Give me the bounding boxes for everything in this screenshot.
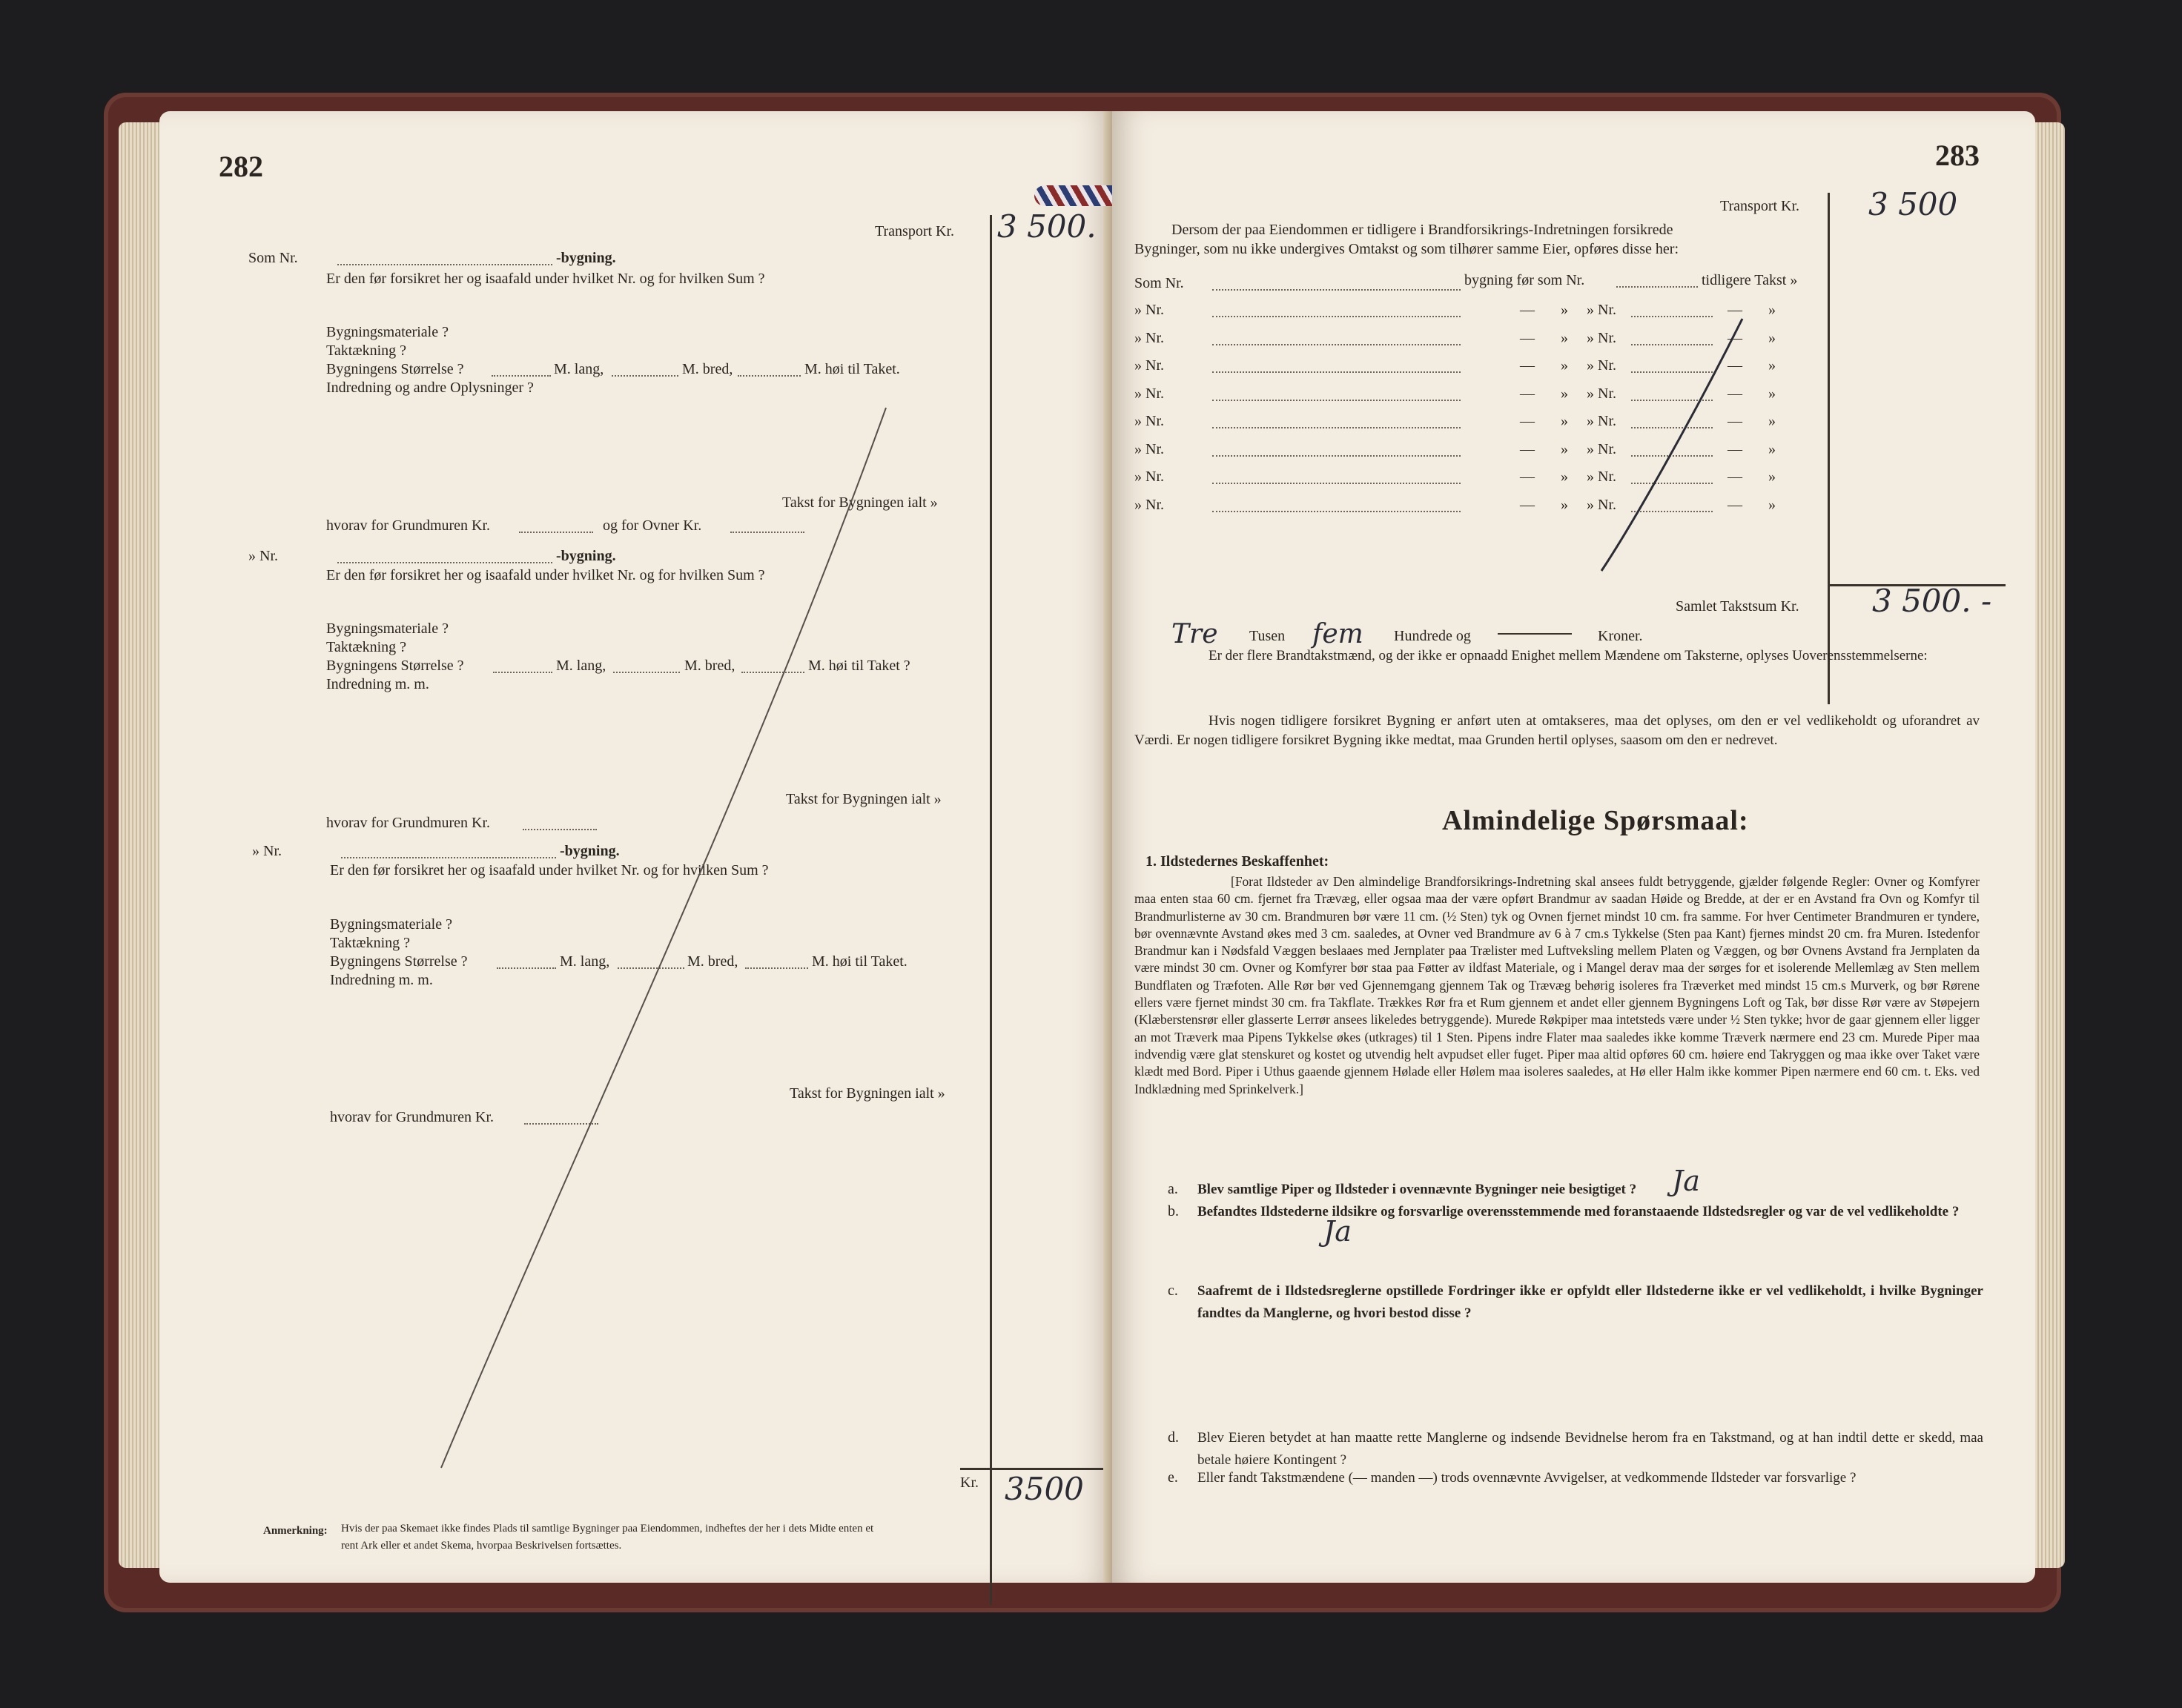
transport-value-left: 3 500.: [997, 208, 1097, 245]
row-dash-2: —: [1728, 496, 1742, 513]
row-mark-2: »: [1768, 329, 1776, 346]
row-nr-2: » Nr.: [1587, 413, 1616, 429]
row-nr: » Nr.: [1134, 302, 1164, 318]
row-dash-2: —: [1728, 413, 1742, 429]
row-nr-2: » Nr.: [1587, 385, 1616, 402]
block3-takst: Takst for Bygningen ialt »: [790, 1085, 945, 1102]
row-nr-2: » Nr.: [1587, 496, 1616, 513]
block1-mlang: M. lang,: [554, 361, 604, 377]
row-nr-2: » Nr.: [1587, 302, 1616, 318]
block3-question: Er den før forsikret her og isaafald under hvilket Nr. og for hvilken Sum ?: [330, 862, 769, 878]
row-mark: »: [1561, 413, 1568, 429]
block1-size: Bygningens Størrelse ?: [326, 361, 464, 377]
anmerkning-line1: Hvis der paa Skemaet ikke findes Plads til samtlige Bygninger paa Eiendommen, indheftes der her i dets Midte enten et: [341, 1523, 874, 1535]
tusen-value: Tre: [1171, 619, 1218, 649]
block2-material: Bygningsmateriale ?: [326, 620, 449, 637]
row-nr-2: » Nr.: [1587, 440, 1616, 457]
row-nr: » Nr.: [1134, 469, 1164, 485]
para-tidligere: Hvis nogen tidligere forsikret Bygning er anført uten at omtakseres, maa det oplyses, om den er vel vedlikeholdt og uforandret av Værdi. Er nogen tidligere forsikret Bygning ikke medtat, maa Grunden hertil oplyses, saasom om den er nedrevet.: [1134, 713, 1980, 748]
block2-hvorav: hvorav for Grundmuren Kr.: [326, 815, 491, 831]
anmerkning-line2: rent Ark eller et andet Skema, hvorpaa Beskrivelsen fortsættes.: [341, 1540, 622, 1552]
rules-text: [Forat Ildsteder av Den almindelige Brandforsikrings-Indretning skal ansees fuldt betryggende, gjælder følgende Regler: Ovner og Komfyrer maa enten staa 60 cm. fjernet fra Trævæg, eller ogsaa maa der være opført Brandmur av saadan Høide og Bredde, at der er en Avstand fra Ovn og Komfyr til Brandmurlisterne av 30 cm. Brandmuren bør være 11 cm. (½ Sten) tyk og Ovnen fjernet mindst 10 cm. fra samme. For hver Centimeter Brandmuren er tyndere, bør ovennævnte Avstand økes med 3 cm. saaledes, at Ovner ved Brandmure av 6 à 7 cm.s Tykkelse (Sten paa Kant) fjernes mindst 20 cm. fra Muren. Istedenfor Brandmur kan i Nødsfald Væggen beslaaes med Jernplater paa Trælister med Luftveksling mellem Platen og Væggen, og bør Ovnens Avstand fra Jernplaten da være mindst 30 cm. Ovner og Komfyrer bør staa paa Føtter av ildfast Materiale, og i Mangel derav maa der sørges for et isolerende Mellemlæg av Sten mellem Bundflaten og Træfoten. Alle Rør bør ved Gjennemgang gjennem Tak og Trævæg behørig isoleres fra Træverket med mindst 15 cm.s Murverk, og bør Rørene ellers være fjernet mindst 30 cm. fra Takflate. Trækkes Rør fra et Rum gjennem et andet eller gjennem Bygningens Loft og Tak, bør disse Rør være av Støpejern (Klæberstensrør eller glasserte Lerrør ansees likeledes betryggende). Murede Røkpiper maa intetsteds være under ½ Sten tykke; hvor de gaar gjennem eller ligger an mot Træverk maa Pipens Tykkelse økes (utkrages) til 1 Sten. Pipens indre Flater maa saaledes ikke komme Træverk nærmere end 23 cm. Murede Piper maa indvendig være glat stenskuret og kostet og utvendig helt avpudset eller fuget. Piper maa altid opføres 60 cm. høiere end Takryggen og maa ikke over Taket være klædt med Bord. Piper i Uthus gaaende gjennem Hølade eller Hølem maa isoleres saaledes, at Hø eller Halm ikke kommer Pipen nærmere end 60 cm. t. Eks. ved Indklædning med Sprinkelverk.]: [1134, 874, 1980, 1096]
row-mark: »: [1561, 329, 1568, 346]
cancel-stroke-right: [1112, 111, 2035, 1583]
block3-nr: » Nr.: [252, 843, 282, 859]
row-nr: » Nr.: [1134, 413, 1164, 429]
question-letter: c.: [1168, 1282, 1178, 1299]
block3-roof: Taktækning ?: [330, 935, 411, 951]
row-dash: —: [1520, 302, 1535, 318]
page-edges-right: [2035, 122, 2065, 1568]
block2-mhoi: M. høi til Taket ?: [808, 658, 910, 674]
row-mark: »: [1561, 496, 1568, 513]
question-text: Saafremt de i Ildstedsreglerne opstillede Fordringer ikke er opfyldt eller Ildstederne ikke er vel vedlikeholdt, i hvilke Bygninger fandtes da Manglerne, og hvori bestod disse ?: [1197, 1283, 1983, 1321]
question-letter: d.: [1168, 1429, 1179, 1446]
block3-size: Bygningens Størrelse ?: [330, 953, 468, 970]
row-nr-2: » Nr.: [1587, 469, 1616, 485]
transport-label-right: Transport Kr.: [1720, 198, 1800, 214]
samlet-label: Samlet Takstsum Kr.: [1676, 598, 1799, 615]
row-mark: »: [1561, 357, 1568, 374]
hundrede-value: fem: [1312, 619, 1363, 649]
samlet-value: 3 500. -: [1872, 583, 1992, 619]
row-mark: »: [1561, 302, 1568, 318]
question-letter: a.: [1168, 1181, 1178, 1197]
total-rule: [960, 1468, 1112, 1470]
row-nr-2: » Nr.: [1587, 329, 1616, 346]
block2-takst: Takst for Bygningen ialt »: [786, 791, 942, 807]
block2-roof: Taktækning ?: [326, 639, 407, 655]
row-mark: »: [1561, 385, 1568, 402]
row-mark-2: »: [1768, 385, 1776, 402]
row-mark: »: [1561, 469, 1568, 485]
kr-label-left: Kr.: [960, 1474, 979, 1491]
question-text: Blev Eieren betydet at han maatte rette Manglerne og indsende Bevidnelse herom fra en Takstmand, og at han indtil dette er skedd, maa betale høiere Kontingent ?: [1197, 1430, 1983, 1468]
transport-value-right: 3 500: [1868, 186, 1958, 222]
block1-hvorav: hvorav for Grundmuren Kr.: [326, 517, 491, 534]
para-uoverens: Er der flere Brandtakstmænd, og der ikke er opnaadd Enighet mellem Mændene om Taksterne, oplyses Uoverensstemmelserne:: [1209, 648, 1928, 663]
question-letter: b.: [1168, 1203, 1179, 1219]
table-head-tidligere: tidligere Takst »: [1702, 272, 1798, 288]
block3-mhoi: M. høi til Taket.: [812, 953, 907, 970]
row-nr: » Nr.: [1134, 385, 1164, 402]
block2-size: Bygningens Størrelse ?: [326, 658, 464, 674]
row-mark-2: »: [1768, 496, 1776, 513]
hundrede-label: Hundrede og: [1394, 628, 1471, 644]
block1-nr: Som Nr.: [248, 250, 298, 266]
block1-mbred: M. bred,: [682, 361, 733, 377]
row-dash: —: [1520, 329, 1535, 346]
section-ildsteder: 1. Ildstedernes Beskaffenhet:: [1145, 853, 1329, 870]
table-head-bygning: bygning før som Nr.: [1464, 272, 1585, 288]
heading-sporsmaal: Almindelige Spørsmaal:: [1442, 805, 1749, 836]
row-dash-2: —: [1728, 469, 1742, 485]
block1-interior: Indredning og andre Oplysninger ?: [326, 380, 534, 396]
kr-value-left: 3500: [1005, 1471, 1084, 1507]
question-text: Befandtes Ildstederne ildsikre og forsvarlige overensstemmende med foranstaaende Ildstedsregler og var de vel vedlikeholdte ?: [1197, 1204, 1960, 1219]
block2-interior: Indredning m. m.: [326, 676, 429, 692]
tusen-label: Tusen: [1249, 628, 1286, 644]
kroner-label: Kroner.: [1598, 628, 1643, 644]
table-head-somnr: Som Nr.: [1134, 275, 1184, 291]
intro-line2: Bygninger, som nu ikke undergives Omtakst og som tilhører samme Eier, opføres disse her:: [1134, 241, 1679, 257]
block3-mlang: M. lang,: [560, 953, 610, 970]
row-dash: —: [1520, 440, 1535, 457]
row-dash-2: —: [1728, 440, 1742, 457]
row-dash: —: [1520, 469, 1535, 485]
intro-line1: Dersom der paa Eiendommen er tidligere i Brandforsikrings-Indretningen forsikrede: [1171, 222, 1673, 238]
row-dash-2: —: [1728, 357, 1742, 374]
row-mark-2: »: [1768, 469, 1776, 485]
row-mark: »: [1561, 440, 1568, 457]
question-text: Eller fandt Takstmændene (— manden —) trods ovennævnte Avvigelser, at vedkommende Ildsteder var forsvarlige ?: [1197, 1470, 1857, 1486]
block2-mlang: M. lang,: [556, 658, 606, 674]
left-page: [159, 111, 1112, 1583]
block3-hvorav: hvorav for Grundmuren Kr.: [330, 1109, 495, 1125]
transport-label-left: Transport Kr.: [875, 223, 955, 239]
block2-nr: » Nr.: [248, 548, 278, 564]
row-mark-2: »: [1768, 413, 1776, 429]
page-number-left: 282: [219, 150, 263, 183]
row-mark-2: »: [1768, 302, 1776, 318]
question-answer: Ja: [1672, 1165, 1700, 1197]
block1-ovner: og for Ovner Kr.: [603, 517, 702, 534]
block3-bygning: -bygning.: [560, 843, 620, 859]
block3-material: Bygningsmateriale ?: [330, 916, 452, 933]
row-dash: —: [1520, 496, 1535, 513]
block1-bygning: -bygning.: [556, 250, 616, 266]
row-dash: —: [1520, 413, 1535, 429]
row-dash-2: —: [1728, 385, 1742, 402]
block3-interior: Indredning m. m.: [330, 972, 433, 988]
right-page: [1112, 111, 2035, 1583]
row-mark-2: »: [1768, 440, 1776, 457]
page-edges-left: [119, 122, 159, 1568]
block1-question: Er den før forsikret her og isaafald under hvilket Nr. og for hvilken Sum ?: [326, 271, 765, 287]
row-mark-2: »: [1768, 357, 1776, 374]
block3-mbred: M. bred,: [687, 953, 738, 970]
block1-material: Bygningsmateriale ?: [326, 324, 449, 340]
row-dash-2: —: [1728, 329, 1742, 346]
row-nr: » Nr.: [1134, 496, 1164, 513]
row-dash-2: —: [1728, 302, 1742, 318]
question-text: Blev samtlige Piper og Ildsteder i ovennævnte Bygninger neie besigtiget ?: [1197, 1182, 1637, 1197]
row-dash: —: [1520, 357, 1535, 374]
block1-takst: Takst for Bygningen ialt »: [782, 494, 938, 511]
question-answer: Ja: [1323, 1215, 1352, 1248]
cancel-stroke: [159, 111, 1112, 1583]
block2-question: Er den før forsikret her og isaafald under hvilket Nr. og for hvilken Sum ?: [326, 567, 765, 583]
block2-mbred: M. bred,: [684, 658, 735, 674]
anmerkning-label: Anmerkning:: [263, 1525, 328, 1537]
block2-bygning: -bygning.: [556, 548, 616, 564]
dash-line: [1498, 633, 1572, 635]
block1-mhoi: M. høi til Taket.: [804, 361, 900, 377]
row-nr: » Nr.: [1134, 357, 1164, 374]
question-letter: e.: [1168, 1469, 1178, 1486]
row-nr: » Nr.: [1134, 329, 1164, 346]
block1-roof: Taktækning ?: [326, 342, 407, 359]
row-dash: —: [1520, 385, 1535, 402]
row-nr: » Nr.: [1134, 440, 1164, 457]
row-nr-2: » Nr.: [1587, 357, 1616, 374]
page-number-right: 283: [1935, 139, 1980, 172]
